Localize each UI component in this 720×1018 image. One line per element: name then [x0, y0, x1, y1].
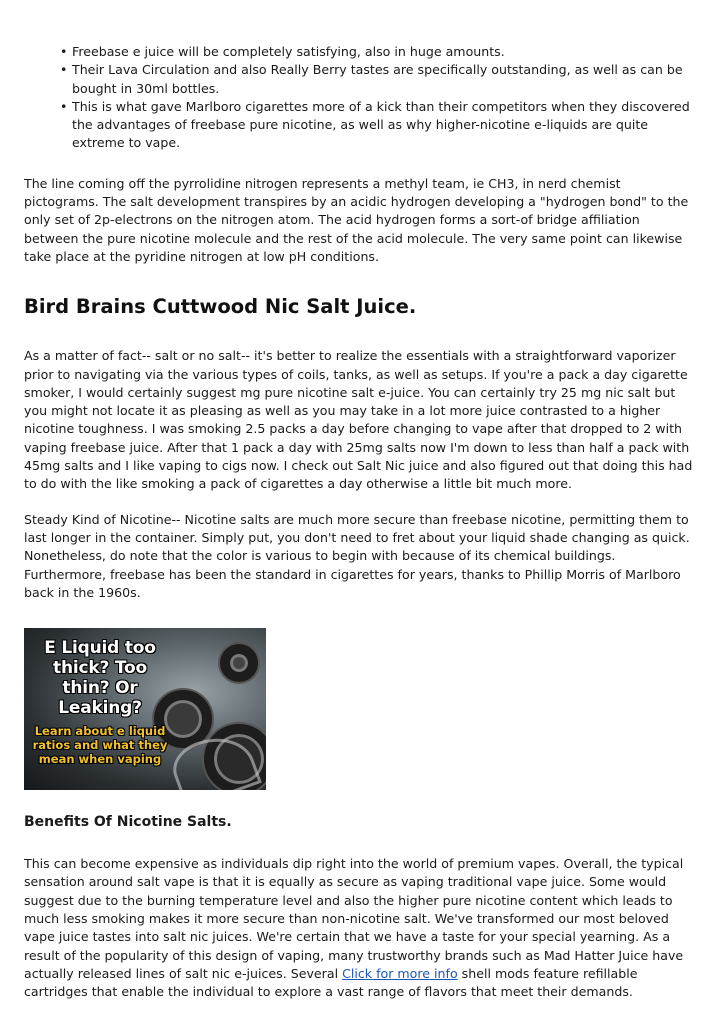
body-paragraph: Steady Kind of Nicotine-- Nicotine salts are much more secure than freebase nicotine, permitting them to last longer in the container. Simply put, you don't need to fret about your liquid shade changing as quick. Nonetheless, do note that the color is various to begin with because of its chemical buildings. Furthermore, freebase has been the standard in cigarettes for years, thanks to Phillip Morris of Marlboro back in the 1960s.	[24, 511, 690, 600]
bullet-item: • Freebase e juice will be completely satisfying, also in huge amounts.	[60, 43, 696, 61]
paragraph-text: shell mods feature refillable cartridges that enable the individual to explore a vast range of flavors that meet their demands.	[24, 965, 638, 1000]
image-subline: Learn about e liquid ratios and what they mean when vaping	[32, 724, 168, 767]
image-headline: E Liquid too thick? Too thin? Or Leaking?	[44, 638, 156, 719]
bullet-item: • Their Lava Circulation and also Really Berry tastes are specifically outstanding, as well as can be bought in 30ml bottles.	[60, 61, 696, 98]
body-paragraph	[24, 855, 696, 1001]
image-caption	[30, 638, 170, 766]
more-info-link[interactable]: Click for more info	[342, 965, 458, 981]
coil-graphic	[220, 644, 258, 682]
bullet-list	[60, 43, 696, 153]
body-paragraph: As a matter of fact-- salt or no salt-- it's better to realize the essentials with a straightforward vaporizer prior to navigating via the various types of coils, tanks, as well as setups. If you're a pack a day cigarette smoker, I would certainly suggest mg pure nicotine salt e-juice. You can certainly try 25 mg nic salt but you might not locate it as pleasing as well as you may take in a lot more juice contrasted to a higher nicotine toughness. I was smoking 2.5 packs a day before changing to vape after that dropped to 2 with vaping freebase juice. After that 1 pack a day with 25mg salts now I'm down to less than half a pack with 45mg salts and I like vaping to cigs now. I check out Salt Nic juice and also figured out that doing this had to do with the like smoking a pack of cigarettes a day otherwise a little bit much more.	[24, 348, 693, 492]
subsection-heading: Benefits Of Nicotine Salts.	[24, 814, 232, 831]
body-paragraph: The line coming off the pyrrolidine nitrogen represents a methyl team, ie CH3, in nerd chemist pictograms. The salt development transpires by an acidic hydrogen developing a "hydrogen bond" to the only set of 2p-electrons on the nitrogen atom. The acid hydrogen forms a sort-of bridge affiliation between the pure nicotine molecule and the rest of the acid molecule. The very same point can likewise take place at the pyridine nitrogen at low pH conditions.	[24, 175, 689, 264]
paragraph-text: This can become expensive as individuals dip right into the world of premium vapes. Overall, the typical sensation around salt vape is that it is equally as secure as vaping traditional vape juice. Some would suggest due to the burning temperature level and also the higher pure nicotine content which leads to much less smoking makes it more secure than non-nicotine salt. We've transformed our most beloved vape juice tastes into salt nic juices. We're certain that we have a taste for your special yearning. As a result of the popularity of this design of vaping, many trustworthy brands such as Mad Hatter Juice have actually released lines of salt nic e-juices. Several	[24, 856, 684, 981]
article	[24, 43, 696, 1002]
bullet-item: • This is what gave Marlboro cigarettes more of a kick than their competitors when they discovered the advantages of freebase pure nicotine, as well as why higher-nicotine e-liquids are quite extreme to vape.	[60, 98, 696, 153]
section-heading: Bird Brains Cuttwood Nic Salt Juice.	[24, 295, 417, 319]
article-image	[24, 628, 266, 790]
